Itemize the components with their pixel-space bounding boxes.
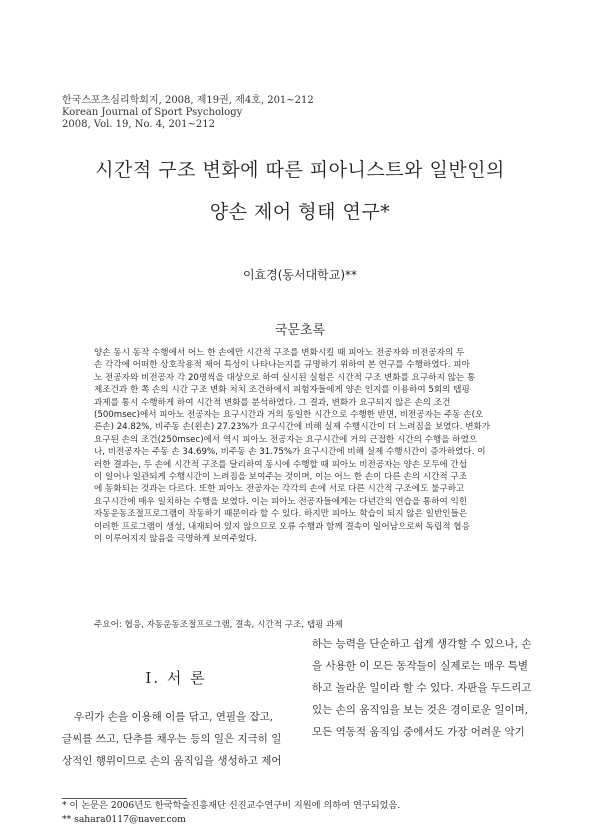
abstract-line: 러한 결과는, 두 손에 시간적 구조를 달리하여 동시에 수행할 때 피아노 비전공자는 양손 모두에 간섭 xyxy=(94,459,468,470)
abstract-line: 제조건과 한 쪽 손의 시간 구조 변화 처치 조건하에서 피험자들에게 양손 인지를 이용하여 5회의 탭핑 xyxy=(94,385,470,396)
keywords: 주요어: 협응, 자동운동조절프로그램, 결속, 시간적 구조, 탭핑 과제 xyxy=(94,620,343,630)
paper-title-line-2: 양손 제어 형태 연구* xyxy=(209,201,391,223)
body-column-right xyxy=(312,633,542,743)
footnotes xyxy=(62,799,542,827)
body-column-left xyxy=(62,706,297,772)
body-line: 을 사용한 이 모든 동작들이 실제로는 매우 특별 xyxy=(312,660,529,672)
paper-title-line-1: 시간적 구조 변화에 따른 피아니스트와 일반인의 xyxy=(95,159,505,181)
body-line: 글씨를 쓰고, 단추를 채우는 등의 일은 지극히 일 xyxy=(62,733,282,745)
journal-header xyxy=(62,95,542,131)
abstract-line: 손 각각에 어떠한 상호작용적 제어 특성이 나타나는지를 규명하기 위하여 본 연구를 수행하였다. 피아 xyxy=(94,360,470,371)
abstract-line: 자동운동조절프로그램이 작동하기 때문이라 할 수 있다. 하지만 피아노 학습이 되지 않은 일반인들은 xyxy=(94,509,468,520)
abstract-line: 나, 비전공자는 주동 손 34.69%, 비주동 손 31.75%가 요구시간에 비해 실제 수행시간이 증가하였다. 이 xyxy=(94,447,486,458)
footnote-funding: * 이 논문은 2006년도 한국학술진흥재단 신진교수연구비 지원에 의하여 연구되었음. xyxy=(62,800,401,811)
abstract-line: 요구시간에 매우 일치하는 수행을 보였다. 이는 피아노 전공자들에게는 다년간의 연습을 통하여 익힌 xyxy=(94,496,468,507)
abstract-line: 이 일어나 일관되게 수행시간이 느려짐을 보여주는 것이며, 이는 어느 한 손이 다른 손의 시간적 구조 xyxy=(94,472,468,483)
abstract-line: (500msec)에서 피아노 전공자는 요구시간과 거의 동일한 시간으로 수행한 반면, 비전공자는 주동 손(오 xyxy=(94,410,484,421)
body-line: 하는 능력을 단순하고 쉽게 생각할 수 있으나, 손 xyxy=(312,638,532,650)
abstract-line: 이 이루어지지 않음을 극명하게 보여주었다. xyxy=(94,534,258,545)
abstract-line: 요구된 손의 조건(250msec)에서 역시 피아노 전공자는 요구시간에 거의 근접한 시간의 수행을 하였으 xyxy=(94,434,478,445)
abstract-line: 노 전공자와 비전공자 각 20명씩을 대상으로 하여 실시된 실험은 시간적 구조 변화를 요구하지 않는 통 xyxy=(94,372,476,383)
author-affiliation: 이효경(동서대학교)** xyxy=(242,268,358,282)
body-line: 하고 놀라운 일이라 할 수 있다. 자판을 두드리고 xyxy=(312,682,532,694)
abstract-line: 이러한 프로그램이 생성, 내재되어 있지 않으므로 오류 수행과 함께 결속이 일어남으로써 독립적 협응 xyxy=(94,521,470,532)
body-line: 있는 손의 움직임을 보는 것은 경이로운 일이며, xyxy=(312,704,529,716)
footnote-email: ** sahara0117@naver.com xyxy=(62,814,186,825)
abstract-body xyxy=(94,347,517,546)
abstract-line: 에 동화되는 것과는 다르다. 또한 피아노 전공자는 각각의 손에 서로 다른 시간적 구조에도 불구하고 xyxy=(94,484,465,495)
body-line: 우리가 손을 이용해 이를 닦고, 연필을 잡고, xyxy=(74,711,274,723)
body-line: 상적인 행위이므로 손의 움직임을 생성하고 제어 xyxy=(62,755,282,767)
section-heading-introduction: I. 서 론 xyxy=(145,669,207,687)
journal-citation-english: 2008, Vol. 19, No. 4, 201~212 xyxy=(62,119,215,130)
journal-citation-korean: 한국스포츠심리학회지, 2008, 제19권, 제4호, 201~212 xyxy=(62,95,314,106)
abstract-line: 른손) 24.82%, 비주동 손(왼손) 27.23%가 요구시간에 비해 실제 수행시간이 더 느려짐을 보였다. 변화가 xyxy=(94,422,491,433)
body-line: 모든 역동적 움직임 중에서도 가장 어려운 악기 xyxy=(312,726,525,738)
abstract-heading: 국문초록 xyxy=(274,323,326,338)
abstract-line: 양손 동시 동작 수행에서 어느 한 손에만 시간적 구조를 변화시킬 때 피아노 전공자와 비전공자의 두 xyxy=(94,348,465,358)
abstract-line: 과제를 통시 수행하게 하여 시간적 변화를 분석하였다. 그 결과, 변화가 요구되지 않은 손의 조건 xyxy=(94,397,451,408)
journal-name-english: Korean Journal of Sport Psychology xyxy=(62,107,243,118)
